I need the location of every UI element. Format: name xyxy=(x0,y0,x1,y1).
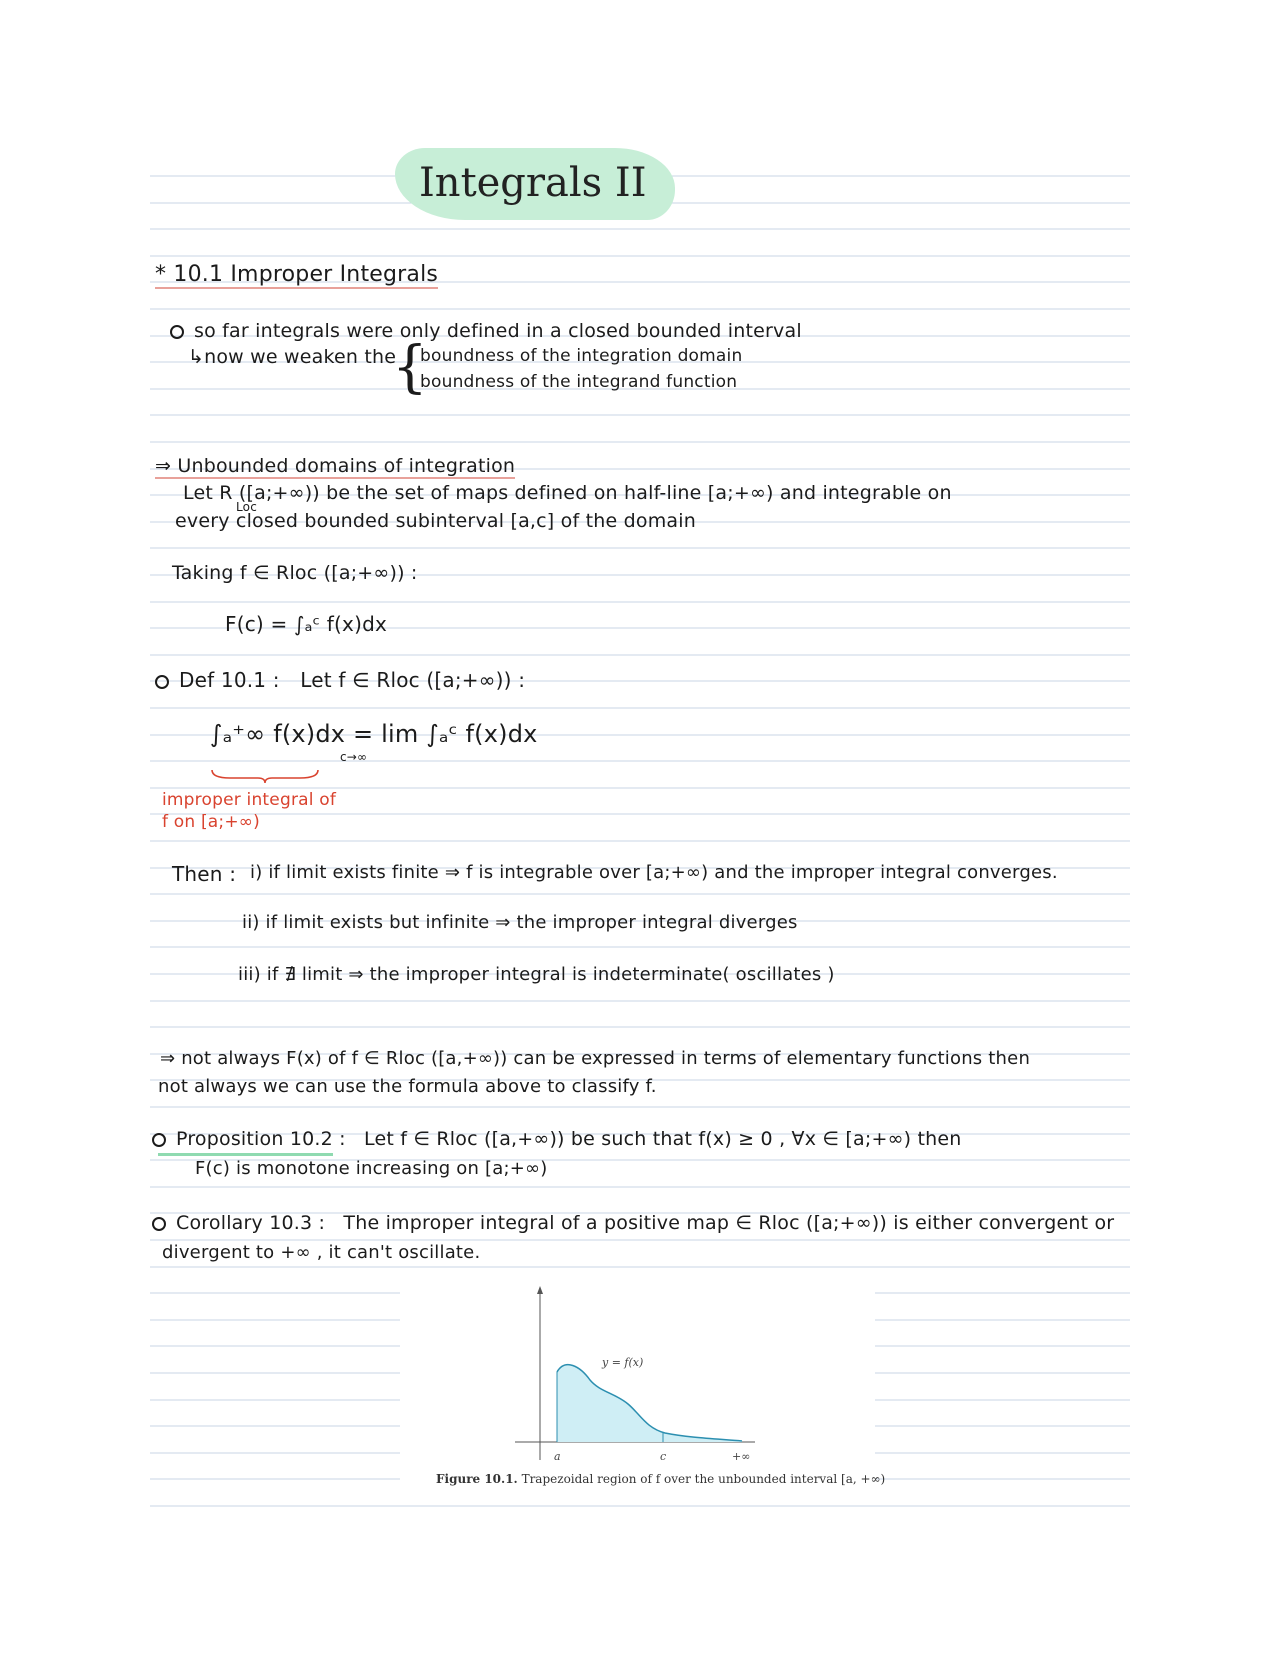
def-line-1: Let R ([a;+∞)) be the set of maps defined on half-line [a;+∞) and integrable on xyxy=(183,482,952,504)
brace-item-2: boundness of the integrand function xyxy=(420,372,738,392)
intro-text-1: so far integrals were only defined in a closed bounded interval xyxy=(194,320,802,342)
tick-inf: +∞ xyxy=(732,1450,751,1463)
caption-label: Figure 10.1. xyxy=(436,1472,518,1486)
unbounded-heading-text: ⇒ Unbounded domains of integration xyxy=(155,455,516,477)
note-line-2: not always we can use the formula above to classify f. xyxy=(158,1076,657,1097)
annotation-line-1: improper integral of xyxy=(162,790,337,810)
corollary-line-2: divergent to +∞ , it can't oscillate. xyxy=(162,1242,481,1263)
tick-c: c xyxy=(660,1450,667,1463)
brace-icon: { xyxy=(392,335,428,400)
section-heading-text: * 10.1 Improper Integrals xyxy=(155,262,439,287)
intro-line-2: ↳now we weaken the xyxy=(188,346,397,368)
region-fill xyxy=(557,1365,742,1442)
bullet xyxy=(155,675,169,689)
bullet xyxy=(152,1133,166,1147)
annotation-line-2: f on [a;+∞) xyxy=(162,812,260,832)
bullet xyxy=(152,1217,166,1231)
F-definition: F(c) = ∫ₐᶜ f(x)dx xyxy=(225,612,388,636)
def-line-2: every closed bounded subinterval [a,c] of the domain xyxy=(175,510,696,532)
proposition-line-2: F(c) is monotone increasing on [a;+∞) xyxy=(195,1158,548,1179)
definition-statement: Let f ∈ Rloc ([a;+∞)) : xyxy=(300,668,526,692)
proposition-label: Proposition 10.2 : xyxy=(176,1128,346,1150)
bullet xyxy=(170,325,184,339)
corollary-line-1 xyxy=(152,1212,1114,1234)
case-ii: ii) if limit exists but infinite ⇒ the improper integral diverges xyxy=(242,912,798,933)
brace-item-1: boundness of the integration domain xyxy=(420,346,743,366)
taking-line: Taking f ∈ Rloc ([a;+∞)) : xyxy=(172,562,418,584)
intro-line-1 xyxy=(170,320,802,342)
title-text: Integrals II xyxy=(419,160,647,206)
y-axis-arrow-icon xyxy=(537,1286,543,1294)
proposition-highlight xyxy=(158,1153,333,1156)
limit-subscript: c→∞ xyxy=(340,750,368,764)
underbrace-icon xyxy=(210,768,320,784)
curve-label: y = f(x) xyxy=(602,1356,644,1369)
loc-subscript: Loc xyxy=(236,500,258,514)
tick-a: a xyxy=(554,1450,561,1463)
note-line-1: ⇒ not always F(x) of f ∈ Rloc ([a,+∞)) can be expressed in terms of elementary functions then xyxy=(160,1048,1031,1069)
section-heading xyxy=(155,262,438,287)
page-title xyxy=(395,148,675,220)
caption-text: Trapezoidal region of f over the unbounded interval [a, +∞) xyxy=(521,1472,886,1486)
figure-caption xyxy=(436,1472,885,1486)
figure-10-1 xyxy=(430,1280,850,1480)
definition-line xyxy=(155,668,525,692)
improper-integral-formula: ∫ₐ⁺∞ f(x)dx = lim ∫ₐᶜ f(x)dx xyxy=(210,720,538,748)
definition-label: Def 10.1 : xyxy=(179,668,280,692)
case-then: Then : xyxy=(172,862,237,886)
unbounded-heading xyxy=(155,455,515,477)
case-i: i) if limit exists finite ⇒ f is integrable over [a;+∞) and the improper integral converges. xyxy=(250,862,1058,883)
corollary-label: Corollary 10.3 : xyxy=(176,1212,326,1234)
corollary-text: The improper integral of a positive map ∈ Rloc ([a;+∞)) is either convergent or xyxy=(343,1212,1115,1234)
proposition-line-1 xyxy=(152,1128,962,1150)
case-iii: iii) if ∄ limit ⇒ the improper integral is indeterminate( oscillates ) xyxy=(238,964,835,985)
proposition-text: Let f ∈ Rloc ([a,+∞)) be such that f(x) ≥ 0 , ∀x ∈ [a;+∞) then xyxy=(364,1128,962,1150)
